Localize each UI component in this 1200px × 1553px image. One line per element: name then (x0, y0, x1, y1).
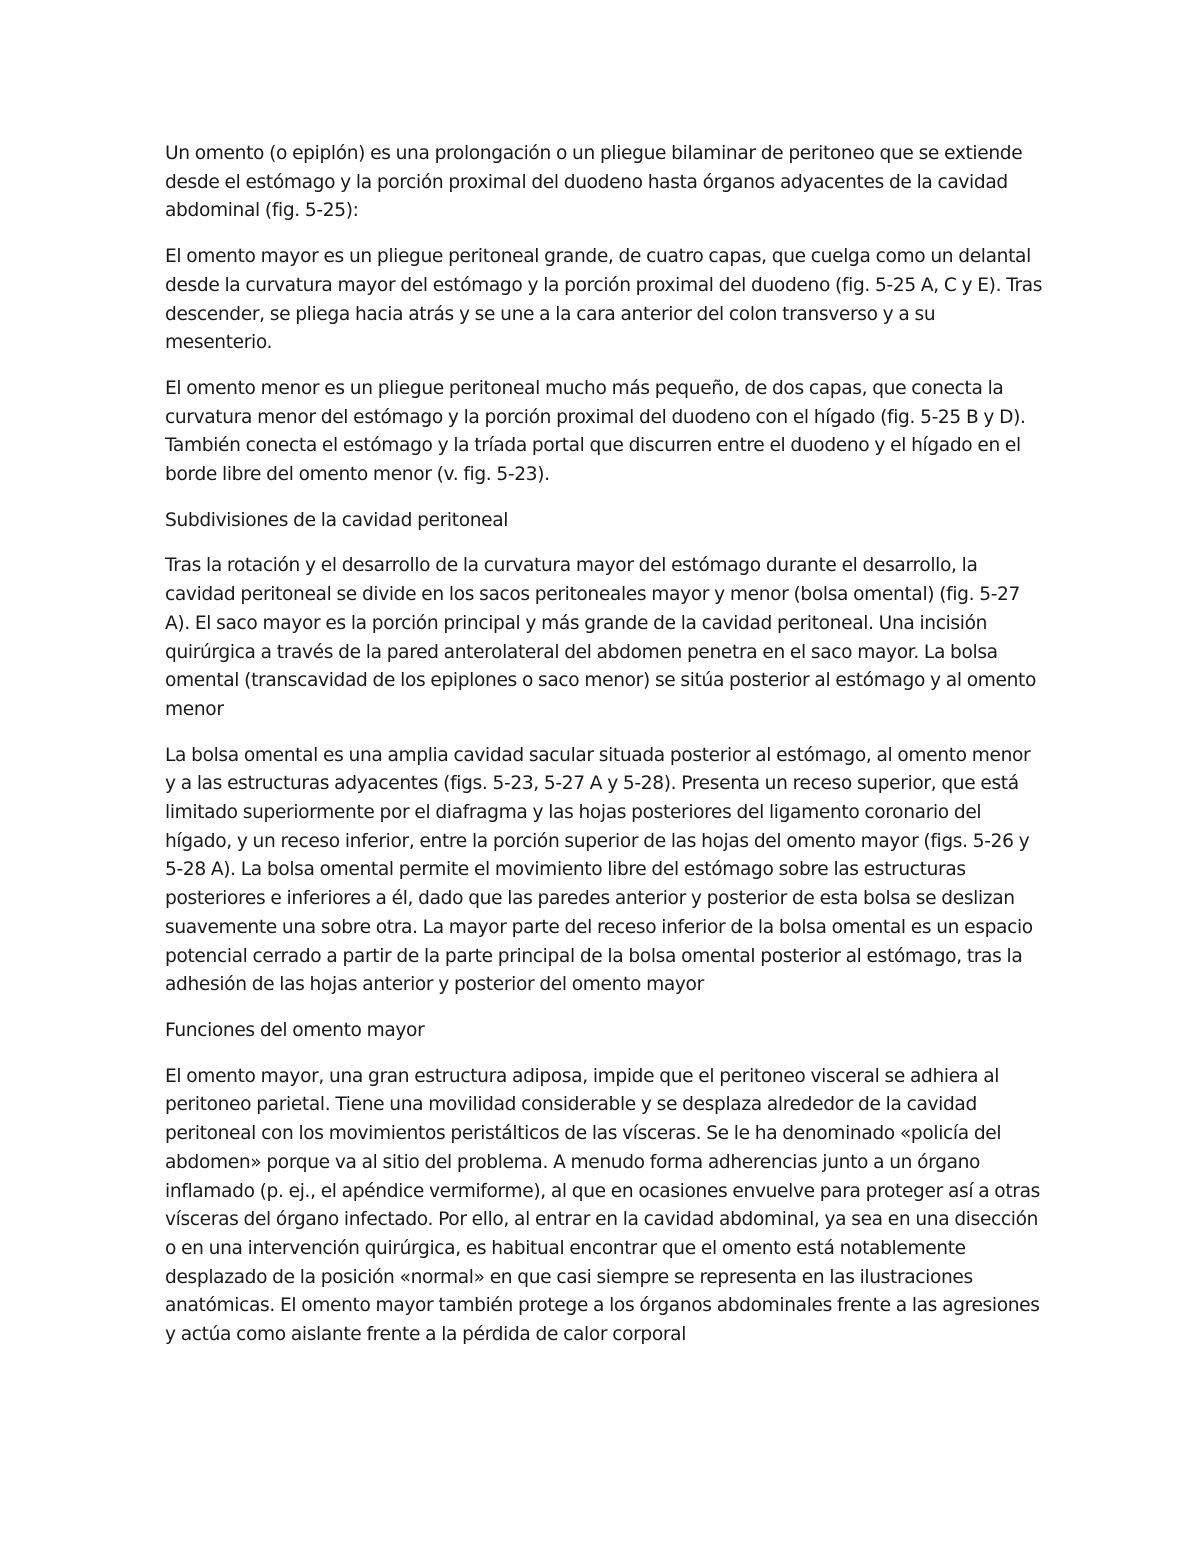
paragraph-subdivisiones: Tras la rotación y el desarrollo de la curvatura mayor del estómago durante el desarrollo, la cavidad peritoneal se divide en los sacos peritoneales mayor y menor (bolsa omental) (fig. 5-27 A). El saco mayor es la porción principal y más grande de la cavidad peritoneal. Una incisión quirúrgica a través de la pared anterolateral del abdomen penetra en el saco mayor. La bolsa omental (transcavidad de los epiplones o saco menor) se sitúa posterior al estómago y al omento menor (165, 555, 1036, 720)
section-heading-subdivisiones: Subdivisiones de la cavidad peritoneal (165, 509, 509, 531)
document-body (165, 140, 1045, 1367)
paragraph-omento-mayor: El omento mayor es un pliegue peritoneal grande, de cuatro capas, que cuelga como un delantal desde la curvatura mayor del estómago y la porción proximal del duodeno (fig. 5-25 A, C y E). Tras descender, se pliega hacia atrás y se une a la cara anterior del colon transverso y a su mesenterio. (165, 246, 1043, 354)
paragraph-funciones: El omento mayor, una gran estructura adiposa, impide que el peritoneo visceral se adhiera al peritoneo parietal. Tiene una movilidad considerable y se desplaza alrededor de la cavidad peritoneal con los movimientos peristálticos de las vísceras. Se le ha denominado «policía del abdomen» porque va al sitio del problema. A menudo forma adherencias junto a un órgano inflamado (p. ej., el apéndice vermiforme), al que en ocasiones envuelve para proteger así a otras vísceras del órgano infectado. Por ello, al entrar en la cavidad abdominal, ya sea en una disección o en una intervención quirúrgica, es habitual encontrar que el omento está notablemente desplazado de la posición «normal» en que casi siempre se representa en las ilustraciones anatómicas. El omento mayor también protege a los órganos abdominales frente a las agresiones y actúa como aislante frente a la pérdida de calor corporal (165, 1065, 1040, 1346)
paragraph-omento-definicion: Un omento (o epiplón) es una prolongación o un pliegue bilaminar de peritoneo que se extiende desde el estómago y la porción proximal del duodeno hasta órganos adyacentes de la cavidad abdominal (fig. 5-25): (165, 143, 1023, 222)
section-heading-funciones: Funciones del omento mayor (165, 1019, 425, 1041)
paragraph-bolsa-omental: La bolsa omental es una amplia cavidad sacular situada posterior al estómago, al omento menor y a las estructuras adyacentes (figs. 5-23, 5-27 A y 5-28). Presenta un receso superior, que está limitado superiormente por el diafragma y las hojas posteriores del ligamento coronario del hígado, y un receso inferior, entre la porción superior de las hojas del omento mayor (figs. 5-26 y 5-28 A). La bolsa omental permite el movimiento libre del estómago sobre las estructuras posteriores e inferiores a él, dado que las paredes anterior y posterior de esta bolsa se deslizan suavemente una sobre otra. La mayor parte del receso inferior de la bolsa omental es un espacio potencial cerrado a partir de la parte principal de la bolsa omental posterior al estómago, tras la adhesión de las hojas anterior y posterior del omento mayor (165, 744, 1033, 996)
paragraph-omento-menor: El omento menor es un pliegue peritoneal mucho más pequeño, de dos capas, que conecta la curvatura menor del estómago y la porción proximal del duodeno con el hígado (fig. 5-25 B y D). También conecta el estómago y la tríada portal que discurren entre el duodeno y el hígado en el borde libre del omento menor (v. fig. 5-23). (165, 377, 1026, 486)
